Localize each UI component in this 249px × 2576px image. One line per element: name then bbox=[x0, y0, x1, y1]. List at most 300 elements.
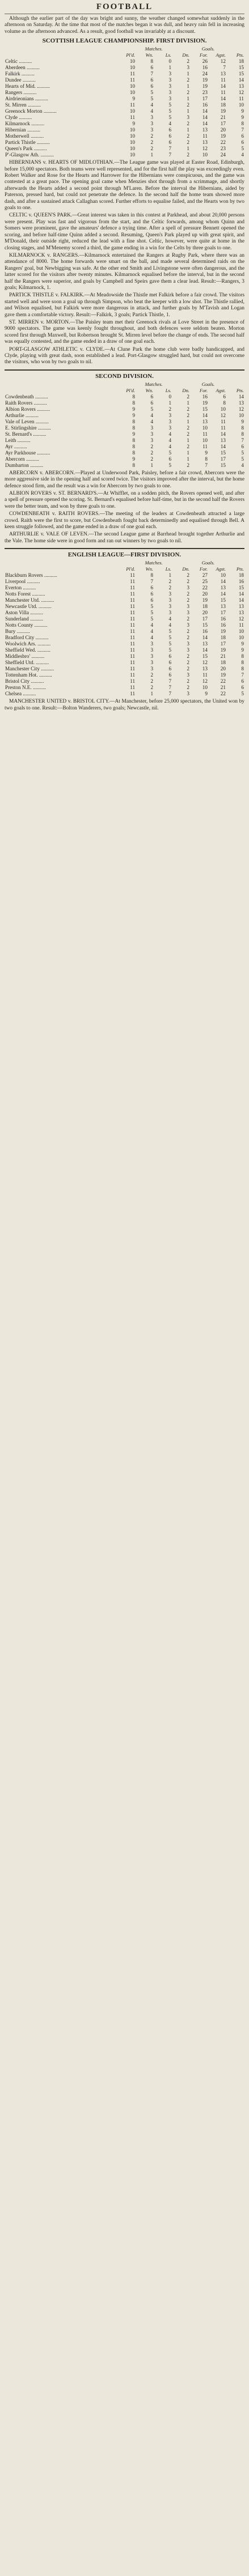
table-cell: 19 bbox=[220, 628, 226, 635]
table-cell: 8 bbox=[150, 572, 154, 579]
header-goals: Goals. bbox=[201, 560, 215, 566]
table-cell: 12 bbox=[202, 660, 208, 666]
table-cell: 5 bbox=[241, 449, 244, 456]
table-cell: 10 bbox=[129, 108, 136, 114]
table-cell: 3 bbox=[168, 591, 172, 597]
team-name: Manchester City .......... bbox=[5, 666, 54, 672]
table-cell: 14 bbox=[220, 83, 226, 90]
table-cell: 17 bbox=[202, 616, 208, 622]
table-cell: 4 bbox=[150, 418, 154, 424]
team-name: Falkirk .......... bbox=[5, 71, 35, 77]
table-cell: 24 bbox=[202, 71, 208, 77]
column-header: Pts. bbox=[236, 387, 244, 393]
table-cell: 10 bbox=[129, 58, 136, 65]
table-cell: 10 bbox=[129, 139, 136, 146]
table-cell: 7 bbox=[168, 685, 172, 691]
table-cell: 19 bbox=[202, 83, 208, 90]
table-cell: 0 bbox=[168, 58, 172, 65]
table-cell: 7 bbox=[205, 462, 208, 468]
table-row bbox=[5, 450, 244, 456]
table-cell: 8 bbox=[241, 431, 244, 437]
table-cell: 5 bbox=[168, 108, 172, 114]
table-header-group bbox=[5, 46, 244, 52]
table-cell: 1 bbox=[187, 71, 190, 77]
table-cell: 18 bbox=[202, 603, 208, 610]
table-cell: 1 bbox=[168, 572, 172, 579]
table-cell: 20 bbox=[202, 610, 208, 616]
table-row bbox=[5, 444, 244, 450]
table-cell: 2 bbox=[168, 579, 172, 585]
table-cell: 9 bbox=[205, 691, 208, 697]
table-cell: 1 bbox=[187, 437, 190, 443]
table-cell: 11 bbox=[130, 572, 136, 579]
table-cell: 3 bbox=[187, 585, 190, 591]
table-cell: 9 bbox=[132, 431, 136, 437]
team-name: St. Bernard's .......... bbox=[5, 431, 47, 437]
team-name: Partick Thistle .......... bbox=[5, 139, 50, 146]
table-cell: 13 bbox=[220, 71, 226, 77]
table-cell: 3 bbox=[168, 96, 172, 102]
table-cell: 19 bbox=[202, 399, 208, 406]
table-cell: 2 bbox=[187, 685, 190, 691]
table-cell: 9 bbox=[241, 641, 244, 647]
column-header: Pl'd. bbox=[126, 566, 136, 572]
table-cell: 9 bbox=[132, 121, 136, 127]
column-header: Dn. bbox=[182, 52, 190, 58]
table-cell: 3 bbox=[150, 114, 154, 121]
table-cell: 11 bbox=[202, 672, 208, 678]
table-cell: 1 bbox=[187, 449, 190, 456]
table-cell: 9 bbox=[132, 412, 136, 418]
table-cell: 11 bbox=[221, 90, 226, 96]
table-cell: 10 bbox=[129, 146, 136, 152]
table-cell: 13 bbox=[202, 127, 208, 133]
table-cell: 7 bbox=[223, 65, 226, 71]
team-name: Airdrieonians .......... bbox=[5, 96, 48, 102]
table-cell: 6 bbox=[150, 585, 154, 591]
team-name: Hearts of Mid. .......... bbox=[5, 83, 50, 90]
table-cell: 13 bbox=[220, 603, 226, 610]
table-cell: 8 bbox=[132, 449, 136, 456]
team-name: Sunderland .......... bbox=[5, 616, 44, 622]
table-cell: 15 bbox=[220, 597, 226, 603]
table-cell: 7 bbox=[241, 672, 244, 678]
table-cell: 13 bbox=[238, 83, 244, 90]
table-cell: 2 bbox=[150, 133, 154, 139]
table-cell: 11 bbox=[130, 616, 136, 622]
table-cell: 5 bbox=[168, 462, 172, 468]
table-cell: 8 bbox=[150, 58, 154, 65]
team-name: Vale of Leven .......... bbox=[5, 418, 49, 424]
column-header: Agst. bbox=[216, 387, 226, 393]
table-cell: 12 bbox=[220, 58, 226, 65]
table-cell: 17 bbox=[202, 96, 208, 102]
table-cell: 5 bbox=[241, 691, 244, 697]
table-cell: 5 bbox=[150, 616, 154, 622]
column-header: Pl'd. bbox=[126, 52, 136, 58]
table-cell: 0 bbox=[168, 393, 172, 399]
table-cell: 11 bbox=[130, 610, 136, 616]
english-league-reports bbox=[5, 699, 244, 712]
table-cell: 2 bbox=[187, 572, 190, 579]
table-cell: 3 bbox=[150, 647, 154, 653]
table-cell: 10 bbox=[129, 90, 136, 96]
table-cell: 4 bbox=[168, 437, 172, 443]
table-cell: 14 bbox=[238, 393, 244, 399]
table-cell: 6 bbox=[168, 139, 172, 146]
match-report: ST. MIRREN v. MORTON.—The Paisley team met their Greenock rivals at Love Street in the presence of 9000 spectators. The game was keenly fought throughout, and both defences were seldom beaten. Morton scored first through Maxwell, but Robertson brought St. Mirren level before the change of ends. The second half was equally contested, and the game ended in a draw of one goal each. bbox=[5, 319, 244, 345]
team-name: Albion Rovers .......... bbox=[5, 406, 50, 412]
table-cell: 1 bbox=[187, 418, 190, 424]
table-row bbox=[5, 653, 244, 660]
table-row bbox=[5, 660, 244, 666]
table-cell: 6 bbox=[168, 672, 172, 678]
table-row bbox=[5, 431, 244, 437]
table-cell: 11 bbox=[130, 603, 136, 610]
team-name: Sheffield Utd. .......... bbox=[5, 660, 49, 666]
table-cell: 4 bbox=[168, 616, 172, 622]
table-cell: 12 bbox=[202, 146, 208, 152]
table-cell: 1 bbox=[187, 127, 190, 133]
table-cell: 14 bbox=[202, 647, 208, 653]
column-header: Wn. bbox=[145, 387, 154, 393]
table-cell: 15 bbox=[202, 406, 208, 412]
table-cell: 11 bbox=[130, 579, 136, 585]
table-row bbox=[5, 400, 244, 406]
table-cell: 3 bbox=[187, 622, 190, 628]
table-cell: 10 bbox=[129, 127, 136, 133]
table-cell: 6 bbox=[150, 399, 154, 406]
table-cell: 3 bbox=[168, 418, 172, 424]
table-cell: 14 bbox=[238, 591, 244, 597]
table-cell: 10 bbox=[220, 406, 226, 412]
table-cell: 7 bbox=[168, 691, 172, 697]
table-cell: 6 bbox=[150, 65, 154, 71]
table-cell: 14 bbox=[220, 443, 226, 449]
table-cell: 13 bbox=[238, 603, 244, 610]
table-cell: 1 bbox=[187, 83, 190, 90]
table-cell: 3 bbox=[187, 647, 190, 653]
match-report: HIBERNIANS v. HEARTS OF MIDLOTHIAN.—The League game was played at Easter Road, Edinburgh, before 15,000 spectators. Both teams were well represented, and for the first half the play was exceedingly even. Robert Walker and Rose for the Hearts and Harrower for the Hibernians were conspicuous, and the game was contested at a great pace. The opening goal came when Menzies shot through from a scrimmage, and shortly afterwards the Hearts added a second point through M'Laren. Before the interval the Hibernians, aided by Paterson, pressed hard, but could not penetrate the defence. In the second half the home team showed more dash, and after a sustained attack Callaghan scored. Further efforts to equalise failed, and the Hearts won by two goals to one. bbox=[5, 160, 244, 211]
table-row bbox=[5, 71, 244, 77]
table-row bbox=[5, 691, 244, 697]
table-cell: 25 bbox=[202, 579, 208, 585]
table-cell: 2 bbox=[150, 678, 154, 685]
match-report: MANCHESTER UNITED v. BRISTOL CITY.—At Manchester, before 25,000 spectators, the United won by two goals to one. Result:—Bolton Wanderers, two goals; Newcastle, nil. bbox=[5, 699, 244, 711]
table-cell: 11 bbox=[202, 431, 208, 437]
table-cell: 4 bbox=[150, 628, 154, 635]
table-cell: 14 bbox=[202, 412, 208, 418]
table-cell: 5 bbox=[150, 96, 154, 102]
table-cell: 14 bbox=[202, 121, 208, 127]
team-name: Aberdeen .......... bbox=[5, 65, 40, 71]
table-header-group bbox=[5, 560, 244, 566]
table-cell: 5 bbox=[241, 146, 244, 152]
table-row bbox=[5, 406, 244, 413]
table-cell: 2 bbox=[150, 443, 154, 449]
table-row bbox=[5, 108, 244, 114]
table-cell: 18 bbox=[238, 58, 244, 65]
table-row bbox=[5, 635, 244, 641]
table-cell: 2 bbox=[150, 449, 154, 456]
table-cell: 14 bbox=[202, 635, 208, 641]
table-cell: 8 bbox=[132, 399, 136, 406]
table-cell: 4 bbox=[168, 622, 172, 628]
table-cell: 12 bbox=[238, 616, 244, 622]
table-cell: 6 bbox=[168, 127, 172, 133]
table-cell: 21 bbox=[220, 653, 226, 660]
table-cell: 3 bbox=[150, 121, 154, 127]
table-row bbox=[5, 647, 244, 653]
table-cell: 20 bbox=[220, 666, 226, 672]
table-cell: 2 bbox=[150, 456, 154, 462]
table-cell: 7 bbox=[150, 579, 154, 585]
table-row bbox=[5, 90, 244, 96]
table-cell: 16 bbox=[202, 102, 208, 108]
table-cell: 2 bbox=[187, 393, 190, 399]
table-cell: 11 bbox=[130, 71, 136, 77]
table-cell: 2 bbox=[187, 121, 190, 127]
table-cell: 15 bbox=[202, 653, 208, 660]
table-cell: 16 bbox=[220, 622, 226, 628]
table-cell: 10 bbox=[238, 635, 244, 641]
table-cell: 15 bbox=[220, 449, 226, 456]
masthead: FOOTBALL bbox=[96, 2, 153, 11]
table-cell: 4 bbox=[241, 152, 244, 158]
table-cell: 6 bbox=[168, 660, 172, 666]
table-cell: 11 bbox=[239, 96, 244, 102]
table-cell: 3 bbox=[150, 660, 154, 666]
header-team bbox=[5, 52, 117, 58]
table-cell: 15 bbox=[220, 462, 226, 468]
table-cell: 1 bbox=[150, 152, 154, 158]
table-cell: 2 bbox=[150, 685, 154, 691]
match-report: ARTHURLIE v. VALE OF LEVEN.—The second League game at Barrhead brought together Arthurlie and the Vale. The home side were in good form and ran out winners by two goals to nil. bbox=[5, 532, 244, 544]
table-cell: 5 bbox=[168, 449, 172, 456]
table-cell: 17 bbox=[220, 641, 226, 647]
header-spacer bbox=[226, 560, 244, 566]
table-cell: 13 bbox=[238, 399, 244, 406]
table-cell: 19 bbox=[202, 597, 208, 603]
table-cell: 8 bbox=[241, 666, 244, 672]
table-cell: 14 bbox=[220, 579, 226, 585]
table-cell: 7 bbox=[168, 146, 172, 152]
table-cell: 10 bbox=[238, 628, 244, 635]
table-cell: 10 bbox=[129, 152, 136, 158]
table-cell: 19 bbox=[220, 133, 226, 139]
table-cell: 6 bbox=[241, 685, 244, 691]
table-cell: 6 bbox=[168, 653, 172, 660]
table-row bbox=[5, 597, 244, 603]
table-cell: 8 bbox=[205, 456, 208, 462]
table-cell: 16 bbox=[202, 628, 208, 635]
table-cell: 12 bbox=[238, 90, 244, 96]
column-header: Dn. bbox=[182, 566, 190, 572]
table-cell: 2 bbox=[187, 666, 190, 672]
team-name: Ayr .......... bbox=[5, 443, 27, 449]
table-cell: 21 bbox=[220, 114, 226, 121]
table-cell: 20 bbox=[202, 591, 208, 597]
table-cell: 13 bbox=[238, 610, 244, 616]
table-cell: 8 bbox=[132, 418, 136, 424]
table-row bbox=[5, 146, 244, 152]
table-cell: 3 bbox=[187, 603, 190, 610]
table-header-group bbox=[5, 381, 244, 388]
table-cell: 3 bbox=[168, 412, 172, 418]
header-team bbox=[5, 566, 117, 572]
table-cell: 10 bbox=[202, 424, 208, 431]
column-header: Agst. bbox=[216, 52, 226, 58]
table-cell: 6 bbox=[150, 393, 154, 399]
table-cell: 9 bbox=[132, 456, 136, 462]
table-cell: 3 bbox=[168, 597, 172, 603]
table-row bbox=[5, 462, 244, 469]
table-cell: 9 bbox=[132, 96, 136, 102]
table-row bbox=[5, 65, 244, 71]
team-name: Manchester Utd. .......... bbox=[5, 597, 54, 603]
table-cell: 1 bbox=[187, 96, 190, 102]
table-cell: 15 bbox=[238, 65, 244, 71]
table-cell: 2 bbox=[187, 133, 190, 139]
table-cell: 13 bbox=[202, 666, 208, 672]
table-cell: 4 bbox=[150, 102, 154, 108]
table-cell: 3 bbox=[150, 431, 154, 437]
header-spacer bbox=[5, 381, 117, 388]
newspaper-page bbox=[5, 0, 244, 712]
table-cell: 4 bbox=[168, 443, 172, 449]
table-cell: 4 bbox=[168, 431, 172, 437]
table-cell: 2 bbox=[187, 412, 190, 418]
table-cell: 2 bbox=[168, 406, 172, 412]
table-cell: 16 bbox=[238, 579, 244, 585]
team-name: P'-Glasgow Ath. .......... bbox=[5, 152, 54, 158]
column-header: Agst. bbox=[216, 566, 226, 572]
table-cell: 15 bbox=[202, 622, 208, 628]
table-cell: 5 bbox=[168, 628, 172, 635]
table-cell: 19 bbox=[220, 647, 226, 653]
table-cell: 12 bbox=[238, 406, 244, 412]
table-cell: 1 bbox=[187, 456, 190, 462]
intro-paragraph: Although the earlier part of the day was bright and sunny, the weather changed somewhat suddenly in the afternoon on Saturday. At the time that most of the matches began it was dull, and heavy rain fell in increasing volume as the afternoon advanced. As a result, good football was invariably at a discount. bbox=[5, 16, 244, 35]
table-cell: 8 bbox=[241, 660, 244, 666]
table-cell: 13 bbox=[220, 437, 226, 443]
table-cell: 3 bbox=[168, 77, 172, 83]
table-cell: 2 bbox=[187, 635, 190, 641]
table-cell: 4 bbox=[168, 121, 172, 127]
table-cell: 11 bbox=[130, 691, 136, 697]
column-header: Pl'd. bbox=[126, 387, 136, 393]
table-cell: 3 bbox=[150, 653, 154, 660]
column-header: Dn. bbox=[182, 387, 190, 393]
team-name: Aston Villa .......... bbox=[5, 610, 44, 616]
table-cell: 9 bbox=[241, 418, 244, 424]
table-cell: 16 bbox=[220, 616, 226, 622]
table-cell: 7 bbox=[168, 678, 172, 685]
table-row bbox=[5, 678, 244, 685]
table-cell: 6 bbox=[241, 443, 244, 449]
team-name: Notts County .......... bbox=[5, 622, 48, 628]
team-name: Dundee .......... bbox=[5, 77, 36, 83]
table-cell: 14 bbox=[238, 597, 244, 603]
match-report: KILMARNOCK v. RANGERS.—Kilmarnock entertained the Rangers at Rugby Park, where there was an attendance of 8000. The home forwards were smart on the ball, and made several determined raids on the Rangers' goal, but Newbigging was safe. At the other end Smith and Livingstone were often dangerous, and the latter scored for the visitors after twenty minutes. Kilmarnock equalised before the interval, but in the second half the Rangers were superior, and goals by Campbell and Speirs gave them a clear lead. Result:—Rangers, 3 goals; Kilmarnock, 1. bbox=[5, 252, 244, 291]
table-cell: 18 bbox=[220, 660, 226, 666]
table-cell: 6 bbox=[241, 133, 244, 139]
table-header-row bbox=[5, 388, 244, 394]
table-row bbox=[5, 437, 244, 444]
match-report: ALBION ROVERS v. ST. BERNARD'S.—At Whifflet, on a sodden pitch, the Rovers opened well, and after a spell of pressure opened the scoring. St. Bernard's equalised before half-time, but in the second half the Rovers were the better team, and won by three goals to one. bbox=[5, 491, 244, 509]
table-cell: 8 bbox=[132, 393, 136, 399]
table-row bbox=[5, 96, 244, 102]
table-header-row bbox=[5, 52, 244, 58]
table-cell: 15 bbox=[238, 585, 244, 591]
table-cell: 11 bbox=[221, 424, 226, 431]
table-row bbox=[5, 152, 244, 158]
table-cell: 19 bbox=[202, 77, 208, 83]
table-cell: 1 bbox=[168, 399, 172, 406]
table-cell: 5 bbox=[150, 90, 154, 96]
table-cell: 9 bbox=[241, 647, 244, 653]
table-cell: 24 bbox=[220, 152, 226, 158]
table-cell: 11 bbox=[130, 597, 136, 603]
table-cell: 14 bbox=[202, 108, 208, 114]
table-cell: 11 bbox=[130, 114, 136, 121]
table-cell: 8 bbox=[132, 462, 136, 468]
table-cell: 14 bbox=[238, 77, 244, 83]
team-name: Rangers .......... bbox=[5, 90, 37, 96]
table-cell: 11 bbox=[130, 77, 136, 83]
table-cell: 10 bbox=[129, 65, 136, 71]
table-cell: 9 bbox=[132, 406, 136, 412]
table-cell: 13 bbox=[202, 139, 208, 146]
team-name: Tottenham Hot. .......... bbox=[5, 672, 52, 678]
table-cell: 19 bbox=[220, 672, 226, 678]
table-cell: 2 bbox=[187, 102, 190, 108]
table-cell: 6 bbox=[223, 393, 226, 399]
team-name: Celtic .......... bbox=[5, 58, 32, 65]
table-cell: 11 bbox=[130, 635, 136, 641]
table-title: SECOND DIVISION. bbox=[95, 372, 154, 380]
table-cell: 11 bbox=[130, 628, 136, 635]
header-team bbox=[5, 388, 117, 394]
table-cell: 11 bbox=[130, 660, 136, 666]
table-cell: 2 bbox=[187, 462, 190, 468]
table-cell: 2 bbox=[187, 406, 190, 412]
table-cell: 11 bbox=[130, 102, 136, 108]
table-cell: 19 bbox=[220, 108, 226, 114]
table-cell: 6 bbox=[241, 139, 244, 146]
section-separator bbox=[5, 548, 244, 549]
match-report: PORT-GLASGOW ATHLETIC v. CLYDE.—At Clune Park the home club were badly handicapped, and Clyde, playing with great dash, soon established a lead. Port-Glasgow struggled hard, but could not overcome the visitors, who won by two goals to nil. bbox=[5, 346, 244, 365]
team-name: Chelsea .......... bbox=[5, 691, 36, 697]
table-cell: 22 bbox=[202, 585, 208, 591]
team-name: Raith Rovers .......... bbox=[5, 399, 47, 406]
team-name: Motherwell .......... bbox=[5, 133, 44, 139]
team-name: Queen's Park .......... bbox=[5, 146, 47, 152]
table-cell: 4 bbox=[150, 108, 154, 114]
table-cell: 8 bbox=[241, 424, 244, 431]
team-name: Everton .......... bbox=[5, 585, 36, 591]
team-name: Blackburn Rovers .......... bbox=[5, 572, 57, 579]
team-name: Greenock Morton .......... bbox=[5, 108, 57, 114]
table-row bbox=[5, 456, 244, 462]
table-cell: 2 bbox=[187, 591, 190, 597]
table-row bbox=[5, 114, 244, 121]
table-cell: 3 bbox=[150, 424, 154, 431]
table-cell: 8 bbox=[132, 437, 136, 443]
table-cell: 2 bbox=[187, 431, 190, 437]
column-header: Pts. bbox=[236, 52, 244, 58]
table-row bbox=[5, 666, 244, 672]
